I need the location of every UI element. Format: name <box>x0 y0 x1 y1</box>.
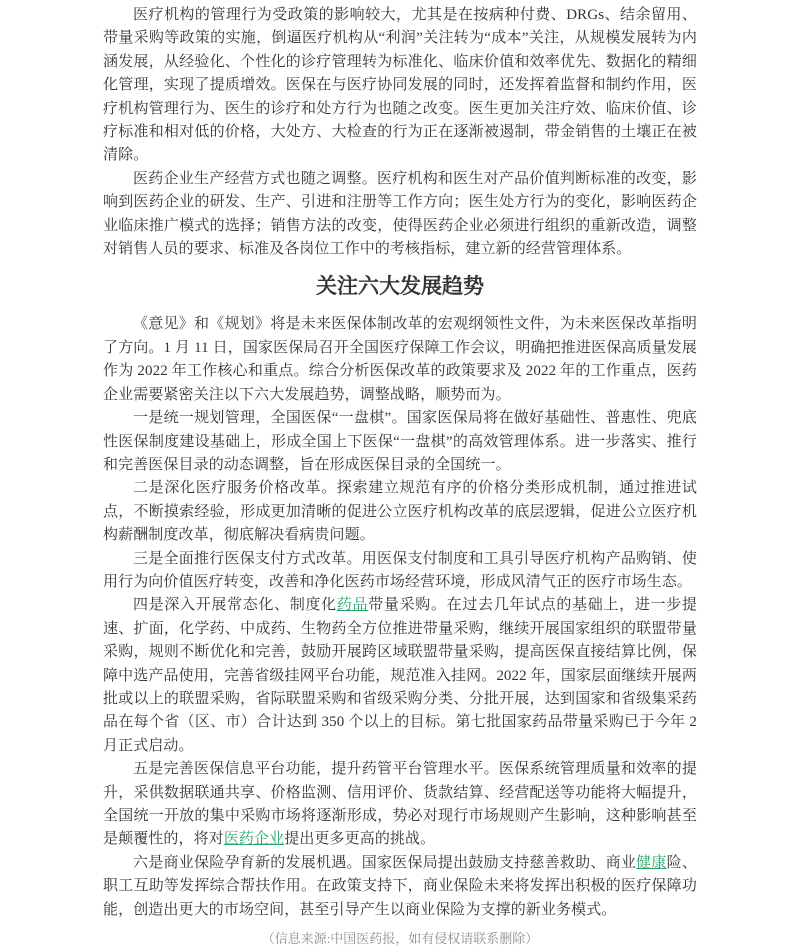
text-run: 险、职工互助等发挥综合帮扶作用。在政策支持下，商业保险未来将发挥出积极的医疗保障功能，创造出更大的市场空间，甚至引导产生以商业保险为支撑的新业务模式。 <box>103 854 698 918</box>
section-heading: 关注六大发展趋势 <box>316 274 484 299</box>
paragraph-trend-5 <box>103 758 697 852</box>
paragraph-trend-3: 三是全面推行医保支付方式改革。用医保支付制度和工具引导医疗机构产品购销、使用行为向价值医疗转变，改善和净化医药市场经营环境，形成风清气正的医疗市场生态。 <box>103 550 697 590</box>
paragraph-trend-6 <box>103 852 697 922</box>
source-note: （信息来源:中国医药报，如有侵权请联系删除） <box>261 931 539 947</box>
link-health[interactable]: 健康 <box>636 854 667 871</box>
link-pharma-enterprise[interactable]: 医药企业 <box>223 831 285 848</box>
text-run: 五是完善医保信息平台功能，提升药管平台管理水平。医保系统管理质量和效率的提升，采供数据联通共享、价格监测、信用评价、货款结算、经营配送等功能将大幅提升，全国统一开放的集中采购市场将逐渐形成，势必对现行市场规则产生影响，这种影响甚至是颠覆性的，将对 <box>103 761 697 848</box>
text-run: 提出更多更高的挑战。 <box>284 831 436 848</box>
paragraph-trend-2: 二是深化医疗服务价格改革。探索建立规范有序的价格分类形成机制，通过推进试点，不断摸索经验，形成更加清晰的促进公立医疗机构改革的底层逻辑，促进公立医疗机构薪酬制度改革，彻底解决看病贵问题。 <box>103 480 697 544</box>
text-run: 四是深入开展常态化、制度化 <box>133 597 337 614</box>
text-run: 带量采购。在过去几年试点的基础上，进一步提速、扩面，化学药、中成药、生物药全方位推进带量采购，继续开展国家组织的联盟带量采购，规则不断优化和完善，鼓励开展跨区域联盟带量采购，提高医保直接结算比例，保障中选产品使用，完善省级挂网平台功能，规范准入挂网。2022 年，国家层面继续开展两批或以上的联盟采购，省际联盟采购和省级采购分类、分批开展，达到国家和省级集采药品在每个省（区、市）合计达到 350 个以上的目标。第七批国家药品带量采购已于今年 2 月正式启动。 <box>103 597 697 754</box>
paragraph-trend-4 <box>103 594 697 758</box>
paragraph-enterprise-adjustment: 医药企业生产经营方式也随之调整。医疗机构和医生对产品价值判断标准的改变，影响到医药企业的研发、生产、引进和注册等工作方向；医生处方行为的变化，影响医药企业临床推广模式的选择；销售方法的改变，使得医药企业必须进行组织的重新改造，调整对销售人员的要求、标准及各岗位工作中的考核指标，建立新的经营管理体系。 <box>103 170 697 258</box>
text-run: 六是商业保险孕育新的发展机遇。国家医保局提出鼓励支持慈善救助、商业 <box>133 854 637 871</box>
paragraph-trend-1: 一是统一规划管理，全国医保“一盘棋”。国家医保局将在做好基础性、普惠性、兜底性医保制度建设基础上，形成全国上下医保“一盘棋”的高效管理体系。进一步落实、推行和完善医保目录的动态调整，旨在形成医保目录的全国统一。 <box>103 410 697 473</box>
paragraph-policy-impact: 医疗机构的管理行为受政策的影响较大，尤其是在按病种付费、DRGs、结余留用、带量采购等政策的实施，倒逼医疗机构从“利润”关注转为“成本”关注，从规模发展转为内涵发展，从经验化、个性化的诊疗管理转为标准化、临床价值和效率优先、数据化的精细化管理，实现了提质增效。医保在与医疗协同发展的同时，还发挥着监督和制约作用，医疗机构管理行为、医生的诊疗和处方行为也随之改变。医生更加关注疗效、临床价值、诊疗标准和相对低的价格，大处方、大检查的行为正在逐渐被遏制，带金销售的土壤正在被清除。 <box>103 7 698 164</box>
link-drug[interactable]: 药品 <box>336 597 369 614</box>
paragraph-intro: 《意见》和《规划》将是未来医保体制改革的宏观纲领性文件，为未来医保改革指明了方向。1 月 11 日，国家医保局召开全国医疗保障工作会议，明确把推进医保高质量发展作为 2022 年工作核心和重点。综合分析医保改革的政策要求及 2022 年的工作重点，医药企业需要紧密关注以下六大发展趋势，调整战略，顺势而为。 <box>103 316 697 403</box>
